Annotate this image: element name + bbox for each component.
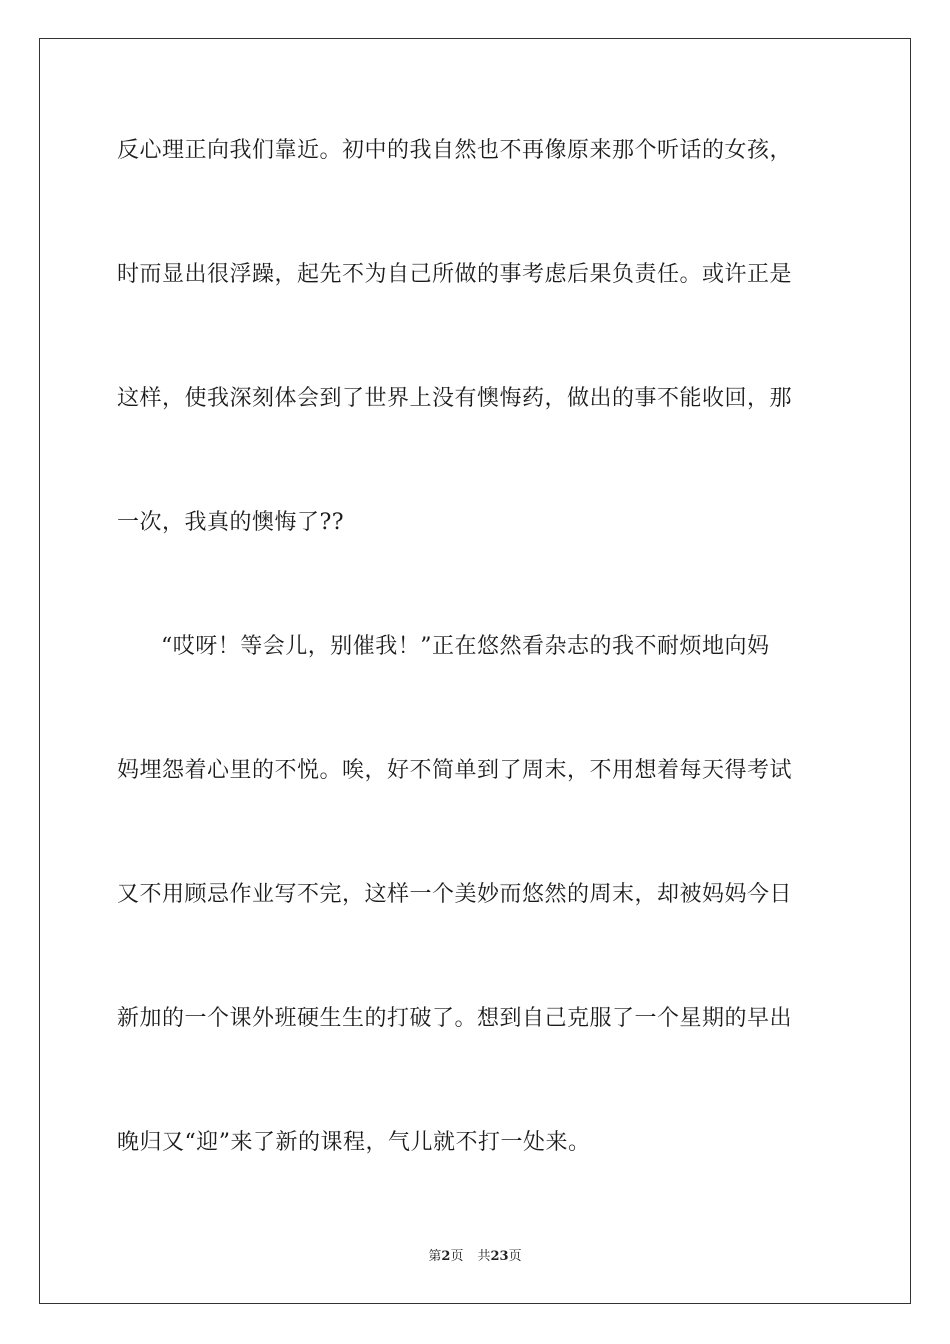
page-number: 2: [441, 1249, 451, 1264]
total-pages: 23: [490, 1249, 509, 1264]
page-footer: [0, 1248, 950, 1266]
text-line-8: 新加的一个课外班硬生生的打破了。想到自己克服了一个星期的早出: [117, 1006, 793, 1031]
text-line-7: 又不用顾忌作业写不完，这样一个美妙而悠然的周末，却被妈妈今日: [117, 882, 793, 907]
text-line-5: “哎呀！等会儿，别催我！”正在悠然看杂志的我不耐烦地向妈: [161, 634, 770, 659]
page-suffix: 页: [450, 1249, 464, 1264]
text-line-1: 反心理正向我们靠近。初中的我自然也不再像原来那个听话的女孩，: [117, 138, 793, 163]
text-line-9: 晚归又“迎”来了新的课程，气儿就不打一处来。: [117, 1130, 591, 1155]
text-line-2: 时而显出很浮躁，起先不为自己所做的事考虑后果负责任。或许正是: [117, 262, 793, 287]
total-prefix: 共: [477, 1249, 491, 1264]
text-line-4: 一次，我真的懊悔了??: [117, 510, 345, 535]
page-prefix: 第: [428, 1249, 442, 1264]
page-border: [39, 38, 911, 1304]
text-line-3: 这样，使我深刻体会到了世界上没有懊悔药，做出的事不能收回，那: [117, 386, 793, 411]
total-suffix: 页: [508, 1249, 522, 1264]
text-line-6: 妈埋怨着心里的不悦。唉，好不简单到了周末，不用想着每天得考试: [117, 758, 793, 783]
